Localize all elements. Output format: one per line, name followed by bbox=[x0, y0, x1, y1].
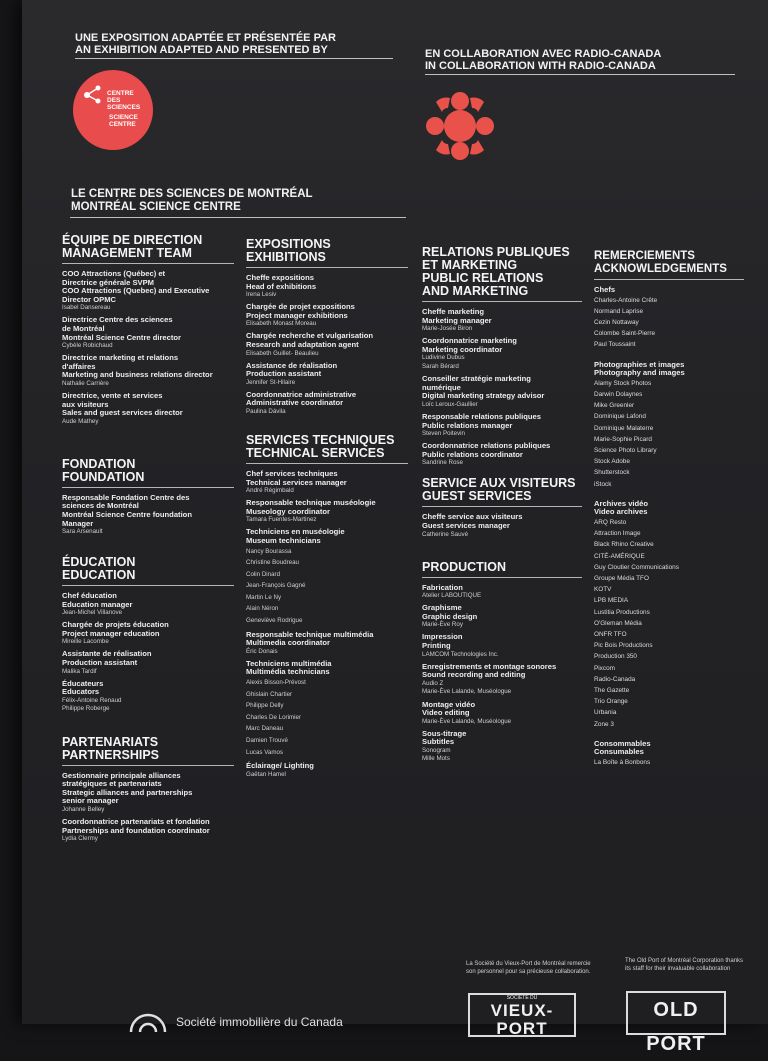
ack-item: Pixcom bbox=[594, 664, 615, 672]
role-line: Cheffe service aux visiteurs bbox=[422, 512, 523, 522]
credit-entry bbox=[62, 592, 234, 617]
person-name: Colin Dinard bbox=[246, 570, 281, 578]
credit-entry bbox=[246, 499, 408, 524]
role-line: Conseiller stratégie marketing bbox=[422, 374, 531, 384]
role-line: stratégiques et partenariats bbox=[62, 779, 162, 789]
role-line: Photography and images bbox=[594, 368, 685, 378]
ack-item: CITÉ-AMÉRIQUE bbox=[594, 552, 645, 560]
role-line: Assistance de réalisation bbox=[246, 360, 338, 370]
footer-line: The Old Port of Montréal Corporation thanks bbox=[625, 958, 744, 964]
role-line: Directrice, vente et services bbox=[62, 390, 163, 400]
logo-small-text: SOCIÉTÉ DU bbox=[506, 995, 538, 1001]
role-line: Gestionnaire principale alliances bbox=[62, 770, 181, 780]
role-line: Video editing bbox=[422, 708, 470, 718]
role-line: Marketing coordinator bbox=[422, 344, 503, 354]
section-header bbox=[246, 434, 408, 464]
header-en: AN EXHIBITION ADAPTED AND PRESENTED BY bbox=[75, 44, 328, 56]
role-line: Museology coordinator bbox=[246, 506, 330, 516]
person-name: Félix-Antoine Renaud bbox=[62, 696, 122, 704]
role-line: Directrice Centre des sciences bbox=[62, 315, 173, 325]
molecule-icon bbox=[82, 84, 104, 106]
column-pr-production bbox=[422, 246, 582, 768]
role-line: Guest services manager bbox=[422, 520, 510, 530]
ack-item: Alamy Stock Photos bbox=[594, 379, 652, 387]
role-line: Techniciens multimédia bbox=[246, 658, 332, 668]
logo-line: DES bbox=[107, 97, 121, 104]
credit-entry bbox=[62, 494, 234, 536]
section-title-line: RELATIONS PUBLIQUES bbox=[422, 245, 570, 259]
divider bbox=[422, 577, 582, 578]
person-name: LAMCOM Technologies Inc. bbox=[422, 650, 499, 658]
person-name: Geneviève Rodrigue bbox=[246, 617, 303, 625]
role-line: Chargée de projets éducation bbox=[62, 620, 169, 630]
ack-item: Dominique Lafond bbox=[594, 413, 646, 421]
role-line: Sound recording and editing bbox=[422, 670, 526, 680]
person-name: Marie-Josée Biron bbox=[422, 325, 473, 333]
section-title-line: REMERCIEMENTS bbox=[594, 250, 695, 262]
credit-entry bbox=[422, 633, 582, 658]
section-title-line: TECHNICAL SERVICES bbox=[246, 445, 385, 460]
person-name: Marie-Ève Lalande, Muséologue bbox=[422, 717, 512, 725]
logo-text: VIEUX-PORT bbox=[490, 1001, 554, 1038]
person-name: Lucas Vamos bbox=[246, 748, 284, 756]
role-line: Technical services manager bbox=[246, 477, 347, 487]
role-line: Head of exhibitions bbox=[246, 281, 317, 291]
role-line: Public relations manager bbox=[422, 420, 513, 430]
canada-lands-icon bbox=[128, 1012, 168, 1032]
role-line: Techniciens en muséologie bbox=[246, 527, 345, 537]
role-line: Subtitles bbox=[422, 737, 455, 747]
ack-item: Marie-Sophie Picard bbox=[594, 435, 652, 443]
role-line: Photographies et images bbox=[594, 359, 685, 369]
role-line: Impression bbox=[422, 632, 463, 642]
role-line: Chef éducation bbox=[62, 591, 117, 601]
person-name: Marie-Ève Lalande, Muséologue bbox=[422, 688, 512, 696]
section-title-line: AND MARKETING bbox=[422, 284, 529, 298]
role-line: Directrice générale SVPM bbox=[62, 277, 155, 287]
credit-entry bbox=[62, 621, 234, 646]
role-line: Directrice marketing et relations bbox=[62, 353, 179, 363]
role-line: Archives vidéo bbox=[594, 498, 649, 508]
person-name: Charles De Lorimier bbox=[246, 713, 302, 721]
ack-item: Normand Laprise bbox=[594, 307, 644, 315]
section-title-line: SERVICES TECHNIQUES bbox=[246, 432, 395, 447]
section-entries bbox=[422, 308, 582, 467]
person-name: Lydia Clermy bbox=[62, 835, 98, 843]
role-line: d'affaires bbox=[62, 361, 96, 371]
credit-entry bbox=[246, 631, 408, 656]
column-exhibitions bbox=[246, 238, 408, 783]
ack-item: Stock Adobe bbox=[594, 458, 630, 466]
role-line: numérique bbox=[422, 382, 461, 392]
person-name: Damien Trouvé bbox=[246, 737, 288, 744]
ack-group bbox=[594, 361, 744, 490]
section-title-line: ET MARKETING bbox=[422, 258, 518, 272]
section-title-line: ÉQUIPE DE DIRECTION bbox=[62, 233, 203, 247]
section-title-line: PRODUCTION bbox=[422, 559, 507, 574]
role-line: Éclairage/ Lighting bbox=[246, 761, 314, 771]
science-centre-logo bbox=[73, 70, 153, 150]
footer-thanks-fr bbox=[466, 961, 591, 976]
ack-item: The Gazette bbox=[594, 687, 630, 695]
credit-entry bbox=[246, 762, 408, 779]
role-line: COO Attractions (Québec) et bbox=[62, 269, 166, 278]
section-title-line: EXHIBITIONS bbox=[246, 250, 326, 264]
section-header bbox=[62, 234, 234, 264]
role-line: Graphisme bbox=[422, 603, 462, 613]
person-name: Martin Le Ny bbox=[246, 593, 282, 601]
section-entries bbox=[62, 494, 234, 536]
person-name: Paulina Dávila bbox=[246, 407, 286, 415]
person-name: Jean-François Gagné bbox=[246, 582, 306, 590]
role-line: Montage vidéo bbox=[422, 699, 476, 709]
role-line: Fabrication bbox=[422, 582, 463, 592]
person-name: Irena Lesiv bbox=[246, 291, 277, 299]
role-line: Enregistrements et montage sonores bbox=[422, 661, 557, 671]
role-line: Éducateurs bbox=[62, 678, 104, 688]
header-fr: EN COLLABORATION AVEC RADIO-CANADA bbox=[425, 48, 662, 60]
section-title-line: FONDATION bbox=[62, 456, 136, 471]
role-line: senior manager bbox=[62, 796, 119, 806]
person-name: Éric Donais bbox=[246, 647, 278, 655]
role-line: Chargée recherche et vulgarisation bbox=[246, 331, 374, 341]
person-name: Atelier LABOUTIQUE bbox=[422, 592, 482, 600]
ack-item: Trio Orange bbox=[594, 698, 628, 706]
credit-entry bbox=[246, 470, 408, 495]
person-name: Jennifer St-Hilaire bbox=[246, 378, 296, 386]
role-line: Graphic design bbox=[422, 611, 478, 621]
logo-line: SCIENCE bbox=[109, 114, 138, 121]
person-name: Ghislain Chartier bbox=[246, 690, 293, 698]
role-line: Museum technicians bbox=[246, 535, 321, 545]
person-name: Nancy Bourassa bbox=[246, 547, 292, 555]
role-line: Printing bbox=[422, 640, 451, 650]
ack-item: Colombe Saint-Pierre bbox=[594, 330, 656, 338]
credit-entry bbox=[246, 660, 408, 758]
person-name: Elisabeth Monast Moreau bbox=[246, 320, 317, 328]
section-header bbox=[422, 561, 582, 578]
credit-entry bbox=[422, 584, 582, 601]
section-header bbox=[62, 556, 234, 586]
ack-group bbox=[594, 740, 744, 768]
ack-group bbox=[594, 286, 744, 351]
ack-item: Attraction Image bbox=[594, 530, 641, 538]
section-header bbox=[422, 246, 582, 302]
canada-lands-text: Société immobilière du Canada bbox=[176, 1015, 343, 1029]
role-line: sciences de Montréal bbox=[62, 501, 139, 511]
ack-item: Lustitia Productions bbox=[594, 608, 650, 616]
section-entries bbox=[422, 513, 582, 538]
credit-entry bbox=[246, 528, 408, 626]
role-line: Production assistant bbox=[62, 658, 138, 668]
section-title-line: PUBLIC RELATIONS bbox=[422, 271, 544, 285]
logo-line: CENTRE bbox=[107, 90, 134, 97]
person-name: Gaëtan Hamel bbox=[246, 770, 286, 778]
divider bbox=[422, 506, 582, 507]
role-line: Montréal Science Centre foundation bbox=[62, 509, 192, 519]
person-name: Tamara Fuentes-Martinez bbox=[246, 516, 317, 524]
ack-item: iStock bbox=[594, 480, 612, 488]
credit-entry bbox=[422, 663, 582, 697]
section-title-line: PARTENARIATS bbox=[62, 734, 159, 749]
section-title-line: FOUNDATION bbox=[62, 469, 145, 484]
role-line: Responsable technique muséologie bbox=[246, 498, 376, 508]
person-name: Malika Tardif bbox=[62, 667, 97, 675]
person-name: Sandrine Rose bbox=[422, 459, 463, 467]
ack-item: ONFR TFO bbox=[594, 631, 627, 639]
role-line: Chargée de projet expositions bbox=[246, 302, 355, 312]
role-line: COO Attractions (Quebec) and Executive bbox=[62, 286, 210, 296]
credit-entry bbox=[246, 274, 408, 299]
role-line: Multimedia coordinator bbox=[246, 638, 330, 648]
person-name: Jean-Michel Villanove bbox=[62, 609, 123, 617]
person-name: Sonogram bbox=[422, 746, 451, 754]
person-name: Christine Boudreau bbox=[246, 559, 299, 567]
role-line: Sales and guest services director bbox=[62, 408, 183, 418]
header-fr: UNE EXPOSITION ADAPTÉE ET PRÉSENTÉE PAR bbox=[75, 32, 336, 44]
divider bbox=[422, 301, 582, 302]
credit-entry bbox=[422, 337, 582, 371]
role-line: Manager bbox=[62, 518, 94, 528]
role-line: Coordonnatrice partenariats et fondation bbox=[62, 817, 210, 827]
credit-entry bbox=[422, 604, 582, 629]
person-name: Aude Mathey bbox=[62, 417, 99, 425]
person-name: Isabel Dansereau bbox=[62, 304, 111, 312]
ack-item: Cezin Nottaway bbox=[594, 319, 639, 326]
person-name: Mireille Lacombe bbox=[62, 638, 109, 646]
section-header bbox=[422, 477, 582, 507]
ack-item: La Boîte à Bonbons bbox=[594, 759, 651, 767]
credit-entry bbox=[422, 413, 582, 438]
person-name: Philippe Delly bbox=[246, 702, 284, 710]
divider bbox=[62, 765, 234, 766]
credit-entry bbox=[246, 303, 408, 328]
role-line: Cheffe expositions bbox=[246, 273, 314, 282]
ack-item: Guy Cloutier Communications bbox=[594, 563, 679, 571]
person-name: Alexis Bisson-Prévost bbox=[246, 679, 306, 687]
role-line: Educators bbox=[62, 687, 100, 697]
person-name: Alain Néron bbox=[246, 605, 279, 613]
section-title-line: EXPOSITIONS bbox=[246, 237, 331, 251]
section-header bbox=[62, 458, 234, 488]
person-name: Elisabeth Guillet- Beaulieu bbox=[246, 349, 319, 357]
divider bbox=[246, 463, 408, 464]
presented-by-header bbox=[75, 32, 336, 56]
radio-canada-gem-icon bbox=[424, 90, 496, 162]
role-line: Public relations coordinator bbox=[422, 449, 523, 459]
role-line: Administrative coordinator bbox=[246, 398, 344, 408]
ack-item: LPB MEDIA bbox=[594, 597, 629, 605]
logo-text-en bbox=[109, 114, 138, 128]
credit-entry bbox=[62, 392, 234, 426]
section-entries bbox=[62, 270, 234, 426]
section-title-line: SERVICE AUX VISITEURS bbox=[422, 476, 576, 491]
logo-line: SCIENCES bbox=[107, 104, 141, 111]
ack-item: Mike Greenler bbox=[594, 402, 635, 410]
credit-entry bbox=[246, 332, 408, 357]
person-name: Steven Poitevin bbox=[422, 430, 465, 438]
section-entries bbox=[246, 274, 408, 416]
role-line: Marketing and business relations director bbox=[62, 370, 213, 380]
section-title-line: PARTNERSHIPS bbox=[62, 747, 160, 762]
person-name: Marc Daneau bbox=[246, 725, 284, 733]
person-name: Audio Z bbox=[422, 679, 444, 687]
person-name: Sarah Bérard bbox=[422, 362, 459, 370]
credit-entry bbox=[422, 730, 582, 764]
divider bbox=[62, 585, 234, 586]
credit-entry bbox=[422, 375, 582, 409]
role-line: Marketing manager bbox=[422, 315, 492, 325]
ack-group bbox=[594, 500, 744, 730]
credit-entry bbox=[246, 391, 408, 416]
role-line: de Montréal bbox=[62, 323, 105, 333]
person-name: Marie-Ève Roy bbox=[422, 621, 463, 629]
divider bbox=[246, 267, 408, 268]
header-en: IN COLLABORATION WITH RADIO-CANADA bbox=[425, 60, 656, 72]
divider bbox=[75, 58, 393, 59]
person-name: Sara Arsenault bbox=[62, 528, 103, 536]
credit-entry bbox=[62, 680, 234, 714]
footer-line: son personnel pour sa précieuse collaboration. bbox=[466, 968, 591, 975]
section-header bbox=[62, 736, 234, 766]
role-line: Montréal Science Centre director bbox=[62, 332, 182, 342]
role-line: Production assistant bbox=[246, 369, 322, 379]
logo-line: CENTRE bbox=[109, 121, 136, 128]
logo-text-fr bbox=[107, 90, 140, 111]
divider bbox=[62, 263, 234, 264]
credit-entry bbox=[62, 270, 234, 312]
credit-entry bbox=[422, 513, 582, 538]
ack-item: Darwin Dolaynes bbox=[594, 391, 643, 398]
ack-item: Charles-Antoine Crête bbox=[594, 296, 658, 304]
role-line: Responsable relations publiques bbox=[422, 411, 541, 421]
divider bbox=[425, 74, 735, 75]
section-header bbox=[594, 250, 744, 280]
role-line: Consommables bbox=[594, 738, 651, 748]
role-line: Multimédia technicians bbox=[246, 667, 330, 677]
ack-item: Production 350 bbox=[594, 653, 637, 661]
role-line: Sous-titrage bbox=[422, 728, 467, 738]
logo-text: OLD PORT bbox=[646, 999, 706, 1055]
person-name: Cybèle Robichaud bbox=[62, 342, 113, 350]
person-name: André Régimbald bbox=[246, 487, 294, 495]
ack-item: Dominique Malaterre bbox=[594, 424, 654, 432]
credit-entry bbox=[62, 818, 234, 843]
collaboration-header bbox=[425, 48, 661, 72]
ack-item: O'Gleman Média bbox=[594, 619, 642, 627]
old-port-logo bbox=[626, 991, 726, 1055]
role-line: Strategic alliances and partnerships bbox=[62, 787, 193, 797]
role-line: Project manager education bbox=[62, 628, 160, 638]
person-name: Catherine Sauvé bbox=[422, 530, 469, 538]
centre-title bbox=[71, 188, 313, 214]
ack-item: Paul Toussaint bbox=[594, 341, 636, 349]
footer-line: its staff for their invaluable collaboration bbox=[625, 965, 731, 972]
section-entries bbox=[246, 470, 408, 779]
column-acknowledgements bbox=[594, 250, 744, 768]
person-name: Loïc Leroux-Gaullier bbox=[422, 400, 478, 408]
credit-entry bbox=[422, 308, 582, 333]
credit-entry bbox=[62, 354, 234, 388]
vieux-port-logo bbox=[468, 993, 576, 1037]
credit-entry bbox=[62, 650, 234, 675]
section-entries bbox=[62, 772, 234, 844]
role-line: aux visiteurs bbox=[62, 399, 109, 409]
person-name: Philippe Roberge bbox=[62, 705, 110, 713]
credit-entry bbox=[246, 362, 408, 387]
role-line: Cheffe marketing bbox=[422, 307, 485, 316]
ack-item: Black Rhino Creative bbox=[594, 541, 654, 549]
ack-item: Urbania bbox=[594, 709, 617, 717]
column-management bbox=[62, 234, 234, 847]
ack-item: Zone 3 bbox=[594, 720, 614, 728]
section-title-line: ACKNOWLEDGEMENTS bbox=[594, 263, 727, 275]
ack-item: ARQ Resto bbox=[594, 519, 627, 527]
credit-entry bbox=[62, 772, 234, 814]
role-line: Responsable technique multimédia bbox=[246, 629, 374, 639]
footer-thanks-en bbox=[625, 958, 743, 973]
ack-item: Groupe Média TFO bbox=[594, 575, 649, 583]
role-line: Assistante de réalisation bbox=[62, 649, 152, 659]
section-title-line: MANAGEMENT TEAM bbox=[62, 246, 192, 260]
role-line: Coordonnatrice relations publiques bbox=[422, 441, 551, 451]
section-entries bbox=[62, 592, 234, 714]
role-line: Director OPMC bbox=[62, 294, 117, 304]
role-line: Project manager exhibitions bbox=[246, 310, 348, 320]
ack-item: Pic Bois Productions bbox=[594, 642, 653, 650]
title-fr: LE CENTRE DES SCIENCES DE MONTRÉAL bbox=[71, 188, 313, 200]
section-title-line: ÉDUCATION bbox=[62, 555, 136, 570]
ack-item: Radio-Canada bbox=[594, 675, 636, 683]
role-line: Coordonnatrice administrative bbox=[246, 389, 357, 399]
role-line: Education manager bbox=[62, 599, 133, 609]
section-title-line: GUEST SERVICES bbox=[422, 489, 532, 504]
person-name: Ludivine Dubus bbox=[422, 354, 465, 362]
credit-entry bbox=[422, 701, 582, 726]
divider bbox=[70, 217, 406, 218]
role-line: Chefs bbox=[594, 285, 616, 294]
role-line: Digital marketing strategy advisor bbox=[422, 391, 545, 401]
divider bbox=[594, 279, 744, 280]
person-name: Mille Mots bbox=[422, 755, 450, 763]
credit-entry bbox=[422, 442, 582, 467]
credit-entry bbox=[62, 316, 234, 350]
footer-line: La Société du Vieux-Port de Montréal remercie bbox=[466, 961, 591, 967]
role-line: Video archives bbox=[594, 507, 648, 517]
person-name: Johanne Belley bbox=[62, 806, 105, 814]
role-line: Partnerships and foundation coordinator bbox=[62, 825, 210, 835]
section-title-line: EDUCATION bbox=[62, 568, 136, 583]
ack-item: Shutterstock bbox=[594, 469, 630, 477]
divider bbox=[62, 487, 234, 488]
role-line: Responsable Fondation Centre des bbox=[62, 492, 190, 502]
title-en: MONTRÉAL SCIENCE CENTRE bbox=[71, 201, 241, 213]
ack-item: Science Photo Library bbox=[594, 447, 657, 455]
section-entries bbox=[422, 584, 582, 764]
ack-item: KOTV bbox=[594, 586, 612, 594]
role-line: Consumables bbox=[594, 747, 644, 757]
role-line: Research and adaptation agent bbox=[246, 339, 359, 349]
role-line: Chef services techniques bbox=[246, 468, 338, 478]
role-line: Coordonnatrice marketing bbox=[422, 336, 517, 346]
person-name: Nathalie Carrière bbox=[62, 379, 109, 387]
section-header bbox=[246, 238, 408, 268]
